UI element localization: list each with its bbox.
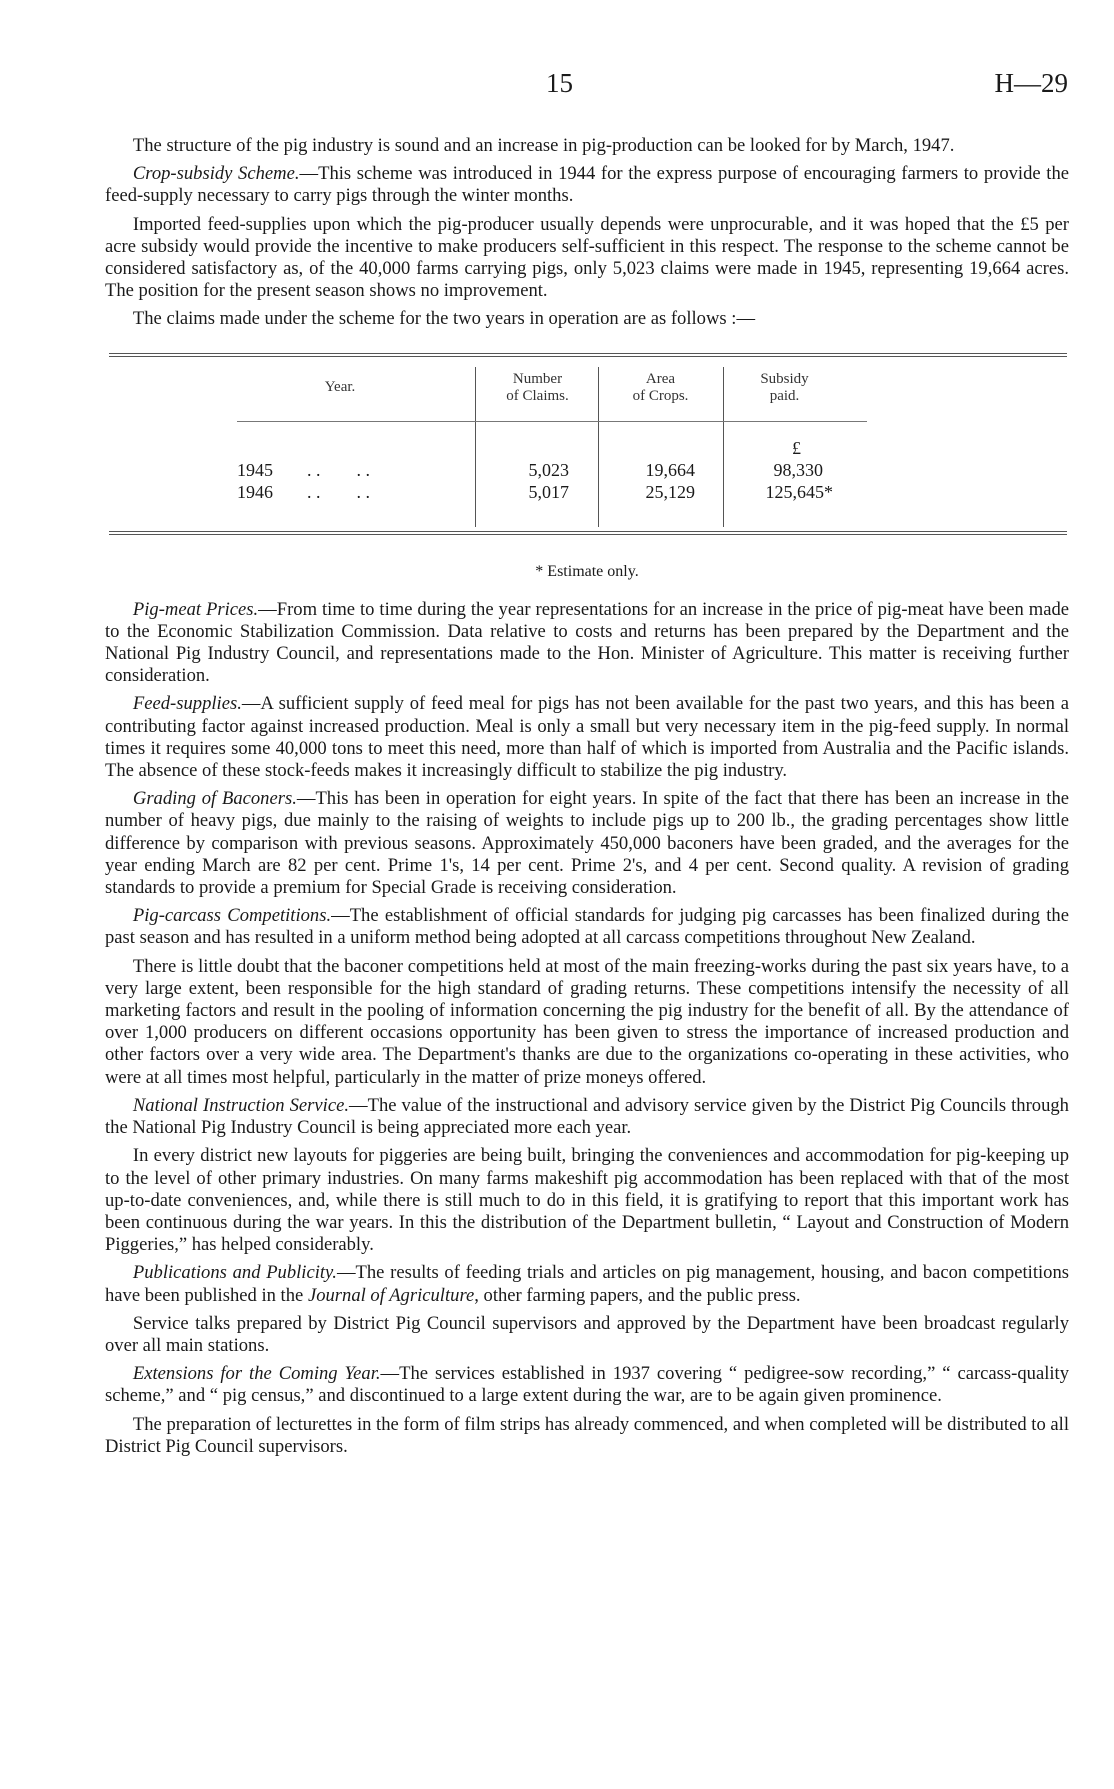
paragraph-grading: Grading of Baconers.—This has been in operation for eight years. In spite of the fact that there has been an increase in the number of heavy pigs, due mainly to the raising of weights to include pigs up to 200 lb., the grading percentages show little difference by comparison with previous seasons. Approximately 450,000 baconers have been graded, and the averages for the year ending March are 82 per cent. Prime 1's, 14 per cent. Prime 2's, and 4 per cent. Second quality. A revision of grading standards to provide a premium for Special Grade is receiving consideration. bbox=[105, 788, 1069, 899]
cell-subsidy: 125,645* bbox=[765, 481, 833, 502]
table-rule bbox=[109, 531, 1067, 532]
journal-title: Journal of Agriculture bbox=[307, 1284, 475, 1306]
paragraph: Imported feed-supplies upon which the pig-producer usually depends were unprocurable, and it was hoped that the £5 per acre subsidy would provide the incentive to make producers self-sufficient in this respect. The response to the scheme cannot be considered satisfactory as, of the 40,000 farms carrying pigs, only 5,023 claims were made in 1945, representing 19,664 acres. The position for the present season shows no improvement. bbox=[105, 213, 1069, 302]
paragraph-crop-subsidy: Crop-subsidy Scheme.—This scheme was introduced in 1944 for the express purpose of encouraging farmers to provide the feed-supply necessary to carry pigs through the winter months. bbox=[105, 163, 1069, 207]
paragraph: The structure of the pig industry is sound and an increase in pig-production can be looked for by March, 1947. bbox=[132, 135, 955, 156]
section-heading: Feed-supplies. bbox=[132, 693, 242, 715]
table-rule bbox=[109, 534, 1067, 535]
paragraph: The preparation of lecturettes in the form of film strips has already commenced, and when completed will be distributed to all District Pig Council supervisors. bbox=[105, 1413, 1069, 1457]
paragraph: The claims made under the scheme for the two years in operation are as follows :— bbox=[132, 308, 756, 330]
section-heading: Pig-carcass Competitions. bbox=[132, 905, 332, 927]
header-claims: Number of Claims. bbox=[506, 370, 569, 404]
paragraph-publications: Publications and Publicity.—The results of feeding trials and articles on pig management, housing, and bacon competitions have been published in the Journal of Agriculture, other farming papers, and the public press. bbox=[105, 1262, 1069, 1306]
paragraph-feed-supplies: Feed-supplies.—A sufficient supply of feed meal for pigs has not been available for the past two years, and this has been a contributing factor against increased production. Meal is only a small but very necessary item in the pig-feed supply. In normal times it requires some 40,000 tons to meet this need, more than half of which is imported from Australia and the Pacific islands. The absence of these stock-feeds makes it increasingly difficult to stabilize the pig industry. bbox=[105, 693, 1069, 782]
table-footnote: * Estimate only. bbox=[535, 562, 639, 580]
cell-year: 1946 bbox=[237, 481, 273, 502]
section-heading: National Instruction Service. bbox=[132, 1094, 349, 1116]
page-number: 15 bbox=[546, 68, 573, 98]
paragraph-pig-meat-prices: Pig-meat Prices.—From time to time during the year representations for an increase in the price of pig-meat have been made to the Economic Stabilization Commission. Data relative to costs and returns has been prepared by the Department and the National Pig Industry Council, and representations made to the Hon. Minister of Agriculture. This matter is receiving further consideration. bbox=[105, 598, 1069, 687]
cell-claims: 5,023 bbox=[528, 459, 569, 480]
cell-claims: 5,017 bbox=[528, 481, 569, 502]
cell-year: 1945 bbox=[237, 459, 273, 480]
paragraph: There is little doubt that the baconer competitions held at most of the main freezing-works during the past six years have, to a very large extent, been responsible for the high standard of grading returns. These competitions intensify the necessity of all marketing factors and result in the pooling of information concerning the pig industry for the benefit of all. By the attendance of over 1,000 producers on different occasions opportunity has been given to stress the importance of increased production and other factors over a very wide area. The Department's thanks are due to the organizations co-operating in these activities, who were at all times most helpful, particularly in the matter of prize moneys offered. bbox=[105, 955, 1069, 1088]
header-rule bbox=[237, 421, 867, 422]
column-divider bbox=[723, 367, 724, 527]
claims-table bbox=[105, 345, 1069, 557]
section-heading: Pig-meat Prices. bbox=[132, 598, 259, 620]
column-divider bbox=[598, 367, 599, 527]
column-divider bbox=[475, 367, 476, 527]
leader-dots: . . . . bbox=[307, 481, 370, 502]
table-rule bbox=[109, 356, 1067, 357]
leader-dots: . . . . bbox=[307, 459, 370, 480]
paragraph: In every district new layouts for piggeries are being built, bringing the conveniences and accommodation for pig-keeping up to the level of other primary industries. On many farms makeshift pig accommodation has been replaced with that of the most up-to-date conveniences, and, while there is still much to do in this field, it is gratifying to report that this important work has been continuous during the war years. In this the distribution of the Department bulletin, “ Layout and Construction of Modern Piggeries,” has helped considerably. bbox=[105, 1145, 1069, 1256]
header-area: Area of Crops. bbox=[632, 370, 689, 404]
document-reference: H—29 bbox=[994, 68, 1068, 98]
cell-area: 19,664 bbox=[645, 459, 695, 480]
header-subsidy: Subsidy paid. bbox=[760, 370, 809, 404]
section-heading: Crop-subsidy Scheme. bbox=[132, 163, 300, 185]
page-header bbox=[0, 68, 1114, 102]
paragraph-instruction-service: National Instruction Service.—The value of the instructional and advisory service given by the District Pig Councils through the National Pig Industry Council is being appreciated more each year. bbox=[105, 1094, 1069, 1139]
paragraph: Service talks prepared by District Pig Council supervisors and approved by the Department have been broadcast regularly over all main stations. bbox=[105, 1312, 1069, 1356]
paragraph-competitions: Pig-carcass Competitions.—The establishment of official standards for judging pig carcasses has been finalized during the past season and has resulted in a uniform method being adopted at all carcass competitions throughout New Zealand. bbox=[105, 905, 1069, 949]
currency-symbol: £ bbox=[792, 437, 801, 458]
cell-subsidy: 98,330 bbox=[773, 459, 823, 480]
cell-area: 25,129 bbox=[645, 481, 695, 502]
table-rule bbox=[109, 353, 1067, 354]
document-body bbox=[105, 135, 1069, 1464]
section-heading: Extensions for the Coming Year. bbox=[132, 1363, 381, 1385]
header-year: Year. bbox=[324, 378, 356, 395]
section-heading: Publications and Publicity. bbox=[132, 1262, 337, 1284]
section-heading: Grading of Baconers. bbox=[132, 788, 297, 810]
paragraph-extensions: Extensions for the Coming Year.—The services established in 1937 covering “ pedigree-sow recording,” “ carcass-quality scheme,” and “ pig census,” and discontinued to a large extent during the war, are to be again given prominence. bbox=[105, 1363, 1069, 1407]
